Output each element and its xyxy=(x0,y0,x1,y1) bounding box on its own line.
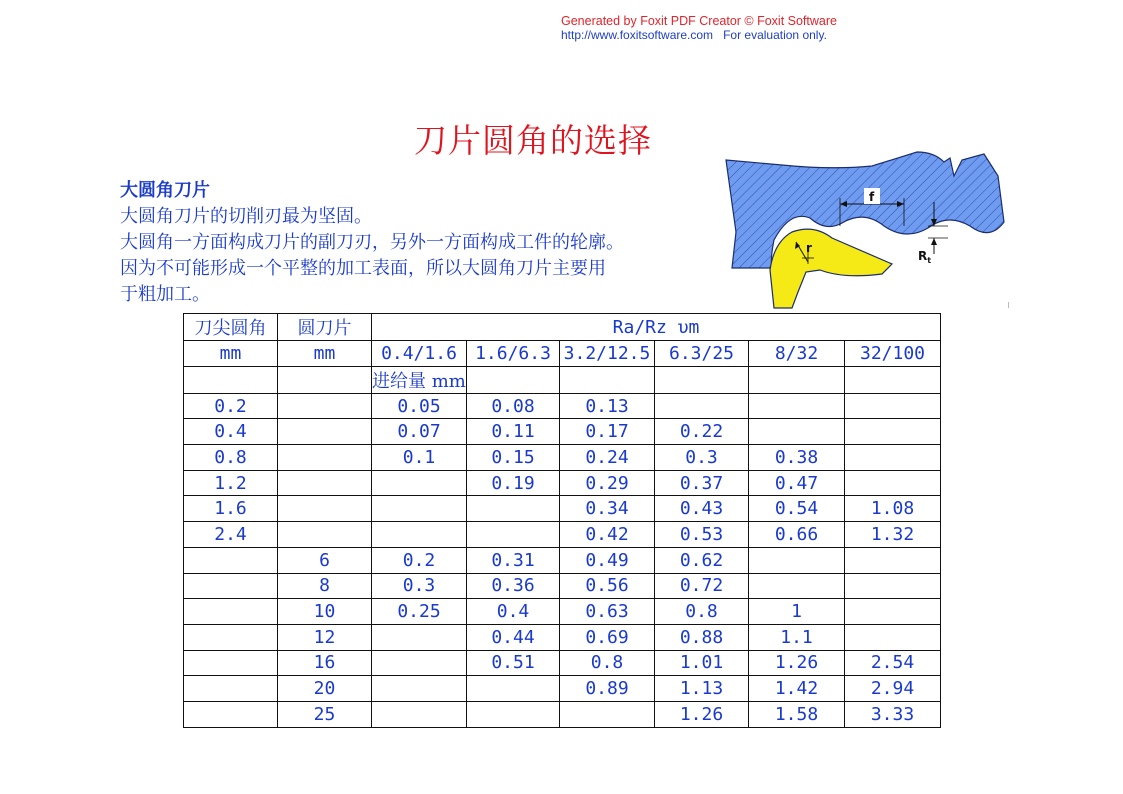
round-insert-cell: 25 xyxy=(278,701,372,727)
round-insert-cell: 10 xyxy=(278,599,372,625)
feed-value-cell xyxy=(467,522,560,548)
feed-value-cell xyxy=(845,470,941,496)
feed-value-cell xyxy=(845,419,941,445)
table-row xyxy=(184,599,941,625)
feed-value-cell xyxy=(372,522,467,548)
intro-text xyxy=(120,178,624,308)
feed-value-cell: 0.22 xyxy=(655,419,749,445)
roughness-range: 1.6/6.3 xyxy=(467,341,560,367)
feed-value-cell: 0.29 xyxy=(560,470,655,496)
nose-radius-cell xyxy=(184,650,278,676)
feed-table xyxy=(183,313,941,728)
round-insert-cell xyxy=(278,522,372,548)
unit-row xyxy=(184,341,941,367)
feed-value-cell: 0.62 xyxy=(655,547,749,573)
nose-radius-cell xyxy=(184,573,278,599)
feed-value-cell: 0.19 xyxy=(467,470,560,496)
round-insert-cell: 20 xyxy=(278,676,372,702)
feed-value-cell: 0.42 xyxy=(560,522,655,548)
feed-value-cell: 1.08 xyxy=(845,496,941,522)
watermark-line1: Generated by Foxit PDF Creator © Foxit Software xyxy=(561,14,837,28)
feed-value-cell: 0.3 xyxy=(655,445,749,471)
feed-value-cell: 0.44 xyxy=(467,624,560,650)
feed-value-cell: 0.11 xyxy=(467,419,560,445)
table-row xyxy=(184,445,941,471)
page-tick-mark xyxy=(1008,302,1009,308)
table-cell xyxy=(560,366,655,393)
page-title: 刀片圆角的选择 xyxy=(414,121,652,160)
feed-value-cell: 1 xyxy=(749,599,845,625)
feed-value-cell: 1.01 xyxy=(655,650,749,676)
feed-label-row xyxy=(184,366,941,393)
feed-value-cell: 0.51 xyxy=(467,650,560,676)
roughness-range: 32/100 xyxy=(845,341,941,367)
feed-value-cell: 0.05 xyxy=(372,393,467,419)
table-row xyxy=(184,522,941,548)
feed-value-cell: 0.37 xyxy=(655,470,749,496)
feed-value-cell: 0.34 xyxy=(560,496,655,522)
feed-value-cell: 1.1 xyxy=(749,624,845,650)
table-cell xyxy=(278,366,372,393)
nose-radius-cell: 0.4 xyxy=(184,419,278,445)
table-row xyxy=(184,393,941,419)
nose-radius-cell: 1.2 xyxy=(184,470,278,496)
feed-value-cell: 0.17 xyxy=(560,419,655,445)
feed-value-cell: 2.54 xyxy=(845,650,941,676)
feed-value-cell: 0.07 xyxy=(372,419,467,445)
nose-radius-cell: 1.6 xyxy=(184,496,278,522)
feed-value-cell xyxy=(655,393,749,419)
roughness-range: 8/32 xyxy=(749,341,845,367)
feed-value-cell: 0.3 xyxy=(372,573,467,599)
radius-label: r xyxy=(806,241,812,255)
feed-value-cell: 0.47 xyxy=(749,470,845,496)
feed-value-cell: 0.31 xyxy=(467,547,560,573)
feed-value-cell: 0.72 xyxy=(655,573,749,599)
feed-value-cell: 1.58 xyxy=(749,701,845,727)
feed-value-cell: 1.32 xyxy=(845,522,941,548)
feed-value-cell: 3.33 xyxy=(845,701,941,727)
feed-value-cell xyxy=(372,676,467,702)
feed-value-cell: 0.38 xyxy=(749,445,845,471)
intro-line: 大圆角一方面构成刀片的副刀刃，另外一方面构成工件的轮廓。 xyxy=(120,232,624,253)
table-row xyxy=(184,624,941,650)
round-insert-cell xyxy=(278,419,372,445)
feed-value-cell: 0.89 xyxy=(560,676,655,702)
feed-value-cell: 0.69 xyxy=(560,624,655,650)
nose-radius-cell xyxy=(184,676,278,702)
round-insert-cell: 16 xyxy=(278,650,372,676)
table-cell xyxy=(845,366,941,393)
roughness-range: 6.3/25 xyxy=(655,341,749,367)
cutting-profile-diagram xyxy=(722,146,1014,312)
feed-value-cell: 0.53 xyxy=(655,522,749,548)
table-row xyxy=(184,701,941,727)
table-cell xyxy=(749,366,845,393)
table-row xyxy=(184,650,941,676)
feed-value-cell: 0.15 xyxy=(467,445,560,471)
nose-radius-cell xyxy=(184,701,278,727)
rt-label: $R_t$ xyxy=(918,249,932,265)
feed-value-cell: 0.66 xyxy=(749,522,845,548)
roughness-range: 0.4/1.6 xyxy=(372,341,467,367)
round-insert-cell: 6 xyxy=(278,547,372,573)
intro-line: 大圆角刀片的切削刃最为坚固。 xyxy=(120,206,372,227)
feed-label: f xyxy=(869,190,875,204)
feed-value-cell xyxy=(467,676,560,702)
nose-radius-cell: 0.2 xyxy=(184,393,278,419)
header-nose-radius: 刀尖圆角 xyxy=(184,314,278,341)
table-cell xyxy=(184,366,278,393)
feed-value-cell xyxy=(372,624,467,650)
feed-value-cell: 0.36 xyxy=(467,573,560,599)
feed-value-cell xyxy=(845,573,941,599)
nose-radius-cell xyxy=(184,547,278,573)
nose-unit: mm xyxy=(184,341,278,367)
round-insert-cell xyxy=(278,470,372,496)
feed-value-cell xyxy=(467,701,560,727)
evaluation-watermark xyxy=(561,14,837,42)
nose-radius-cell xyxy=(184,624,278,650)
feed-value-cell xyxy=(845,599,941,625)
nose-radius-cell: 0.8 xyxy=(184,445,278,471)
feed-value-cell xyxy=(372,650,467,676)
feed-value-cell: 0.1 xyxy=(372,445,467,471)
feed-value-cell xyxy=(372,701,467,727)
feed-value-cell: 0.2 xyxy=(372,547,467,573)
table-row xyxy=(184,419,941,445)
feed-value-cell: 1.13 xyxy=(655,676,749,702)
table-row xyxy=(184,470,941,496)
header-row xyxy=(184,314,941,341)
watermark-note: For evaluation only. xyxy=(723,28,827,42)
feed-value-cell: 0.56 xyxy=(560,573,655,599)
feed-value-cell xyxy=(749,573,845,599)
feed-value-cell xyxy=(372,496,467,522)
feed-value-cell xyxy=(749,419,845,445)
feed-value-cell xyxy=(372,470,467,496)
feed-value-cell xyxy=(560,701,655,727)
feed-label-cell: 进给量 mm xyxy=(372,366,467,393)
round-insert-cell: 8 xyxy=(278,573,372,599)
round-insert-cell xyxy=(278,393,372,419)
intro-line: 于粗加工。 xyxy=(120,284,210,305)
round-insert-cell xyxy=(278,496,372,522)
intro-heading: 大圆角刀片 xyxy=(120,180,210,201)
header-roughness: Ra/Rz υm xyxy=(372,314,941,341)
nose-radius-cell: 2.4 xyxy=(184,522,278,548)
roughness-range: 3.2/12.5 xyxy=(560,341,655,367)
feed-value-cell: 1.26 xyxy=(749,650,845,676)
feed-value-cell: 0.25 xyxy=(372,599,467,625)
feed-value-cell xyxy=(845,393,941,419)
feed-value-cell: 2.94 xyxy=(845,676,941,702)
round-insert-cell: 12 xyxy=(278,624,372,650)
header-round-insert: 圆刀片 xyxy=(278,314,372,341)
table-row xyxy=(184,547,941,573)
feed-value-cell xyxy=(845,624,941,650)
table-cell xyxy=(655,366,749,393)
table-cell xyxy=(467,366,560,393)
watermark-url: http://www.foxitsoftware.com xyxy=(561,28,714,42)
rt-arrowhead xyxy=(931,238,937,245)
insert-yellow-shape xyxy=(770,229,892,308)
workpiece-hatched-area xyxy=(726,152,1004,268)
feed-value-cell: 0.24 xyxy=(560,445,655,471)
feed-value-cell: 0.8 xyxy=(560,650,655,676)
feed-value-cell: 0.4 xyxy=(467,599,560,625)
feed-value-cell: 0.49 xyxy=(560,547,655,573)
feed-value-cell: 0.13 xyxy=(560,393,655,419)
round-unit: mm xyxy=(278,341,372,367)
feed-value-cell: 1.26 xyxy=(655,701,749,727)
feed-value-cell: 0.8 xyxy=(655,599,749,625)
feed-value-cell xyxy=(467,496,560,522)
nose-radius-cell xyxy=(184,599,278,625)
feed-value-cell xyxy=(845,547,941,573)
feed-value-cell: 1.42 xyxy=(749,676,845,702)
table-row xyxy=(184,573,941,599)
table-row xyxy=(184,676,941,702)
feed-value-cell: 0.54 xyxy=(749,496,845,522)
feed-value-cell: 0.08 xyxy=(467,393,560,419)
feed-value-cell xyxy=(749,547,845,573)
feed-value-cell: 0.88 xyxy=(655,624,749,650)
feed-value-cell: 0.43 xyxy=(655,496,749,522)
intro-line: 因为不可能形成一个平整的加工表面，所以大圆角刀片主要用 xyxy=(120,258,606,279)
feed-value-cell xyxy=(749,393,845,419)
table-row xyxy=(184,496,941,522)
round-insert-cell xyxy=(278,445,372,471)
watermark-line2 xyxy=(561,28,837,42)
feed-value-cell: 0.63 xyxy=(560,599,655,625)
feed-value-cell xyxy=(845,445,941,471)
